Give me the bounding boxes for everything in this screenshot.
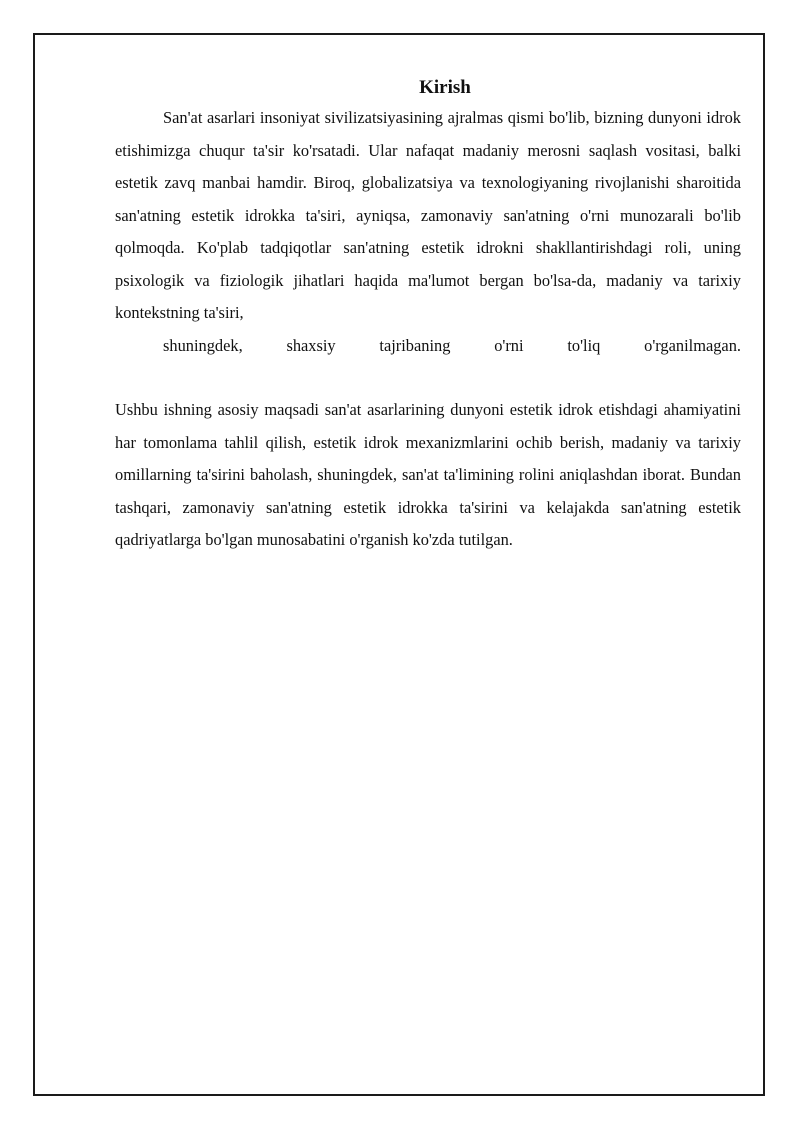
- paragraph-intro-last-line: shuningdek, shaxsiy tajribaning o'rni to'liq o'rganilmagan.: [163, 335, 741, 355]
- paragraph-aim: Ushbu ishning asosiy maqsadi san'at asarlarining dunyoni estetik idrok etishdagi ahamiyatini har tomonlama tahlil qilish, estetik idrok mexanizmlarini ochib berish, madaniy va tarixiy omillarning ta'sirini baholash, shuningdek, san'at ta'limining rolini aniqlashdan iborat. Bundan tashqari, zamonaviy san'atning estetik idrokka ta'sirini va kelajakda san'atning estetik qadriyatlarga bo'lgan munosabatini o'rganish ko'zda tutilgan.: [115, 400, 741, 549]
- paragraph-intro: [115, 102, 741, 362]
- paragraph-intro-text: San'at asarlari insoniyat sivilizatsiyasining ajralmas qismi bo'lib, bizning dunyoni idrok etishimizga chuqur ta'sir ko'rsatadi. Ular nafaqat madaniy merosni saqlash vositasi, balki estetik zavq manbai hamdir. Biroq, globalizatsiya va texnologiyaning rivojlanishi sharoitida san'atning estetik idrokka ta'siri, ayniqsa, zamonaviy san'atning o'rni munozarali bo'lib qolmoqda. Ko'plab tadqiqotlar san'atning estetik idrokni shakllantirishdagi roli, uning psixologik va fiziologik jihatlari haqida ma'lumot bergan bo'lsa-da, madaniy va tarixiy kontekstning ta'siri,: [115, 108, 741, 322]
- paragraph-gap: [115, 362, 741, 394]
- section-heading: Kirish: [419, 77, 471, 98]
- document-body: [115, 74, 741, 557]
